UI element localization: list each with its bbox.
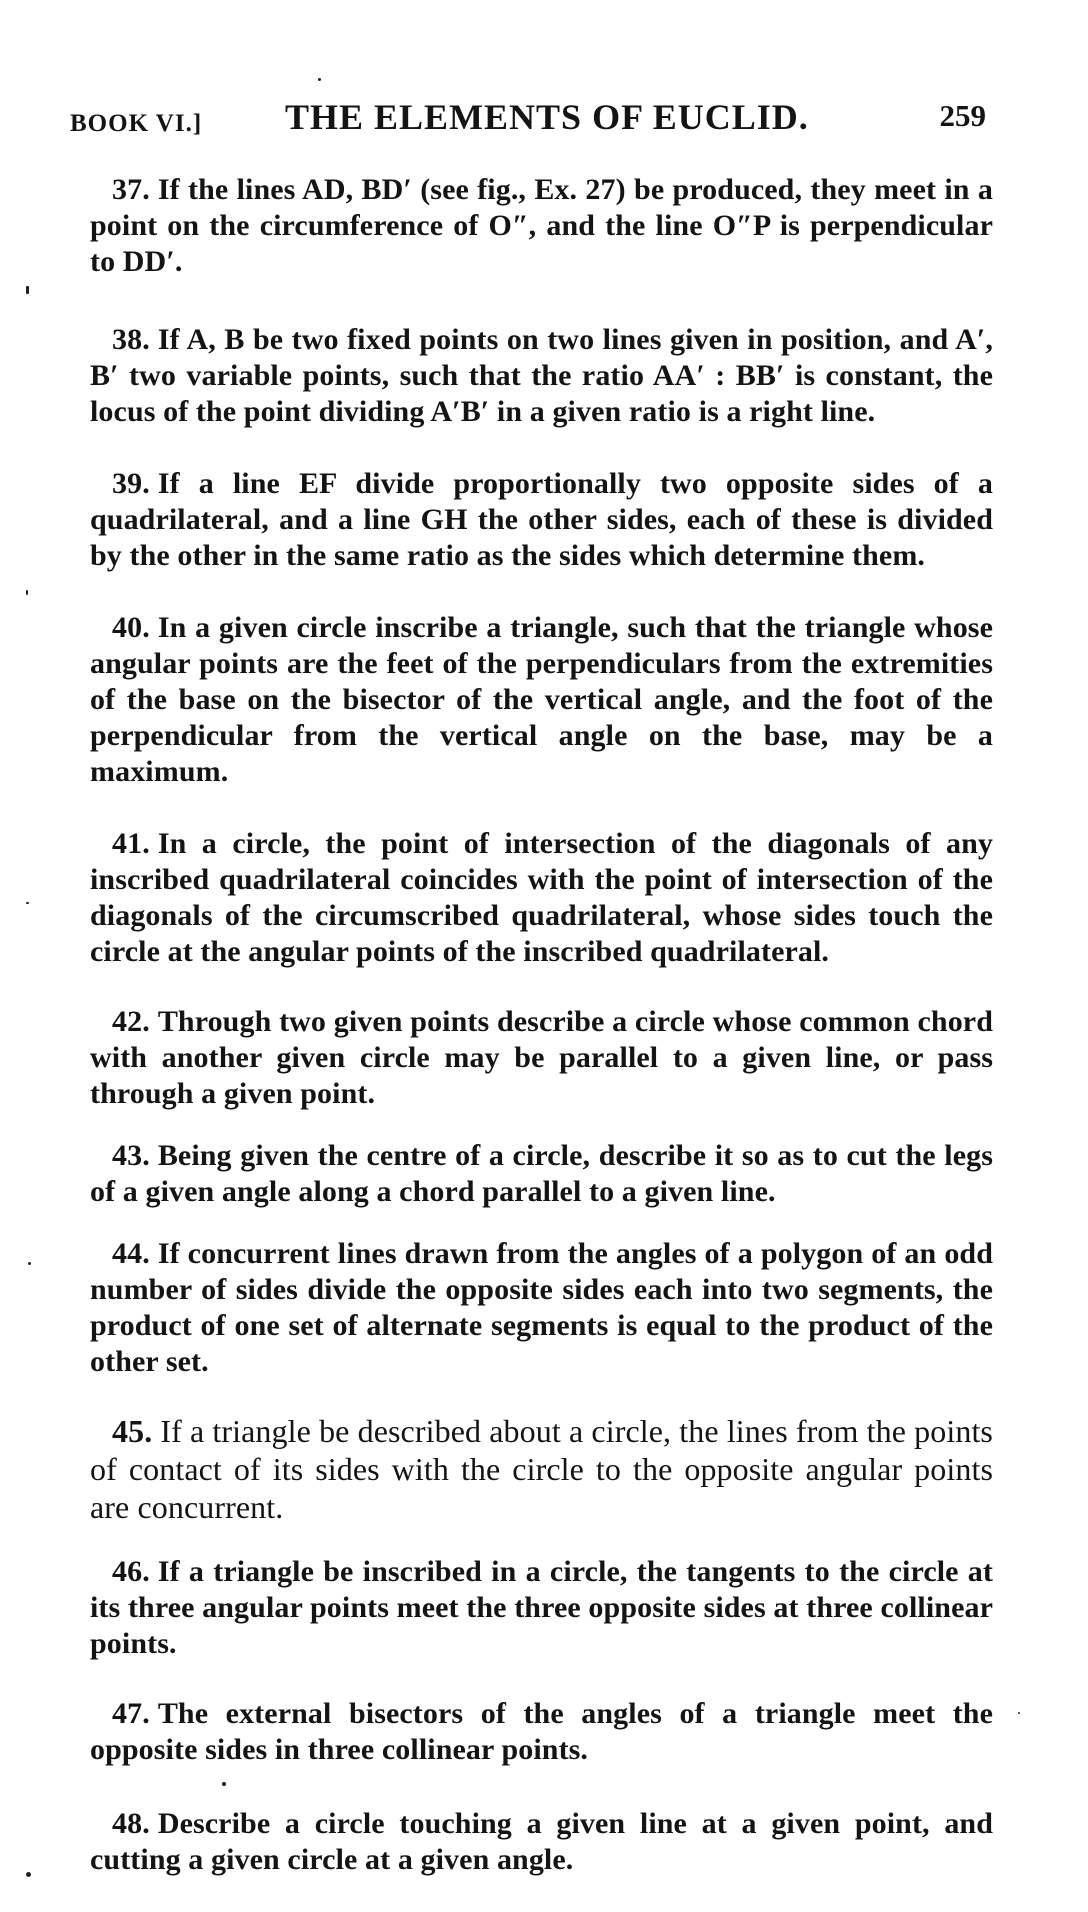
exercise-47 [90, 1696, 993, 1768]
scan-speck [26, 590, 28, 595]
exercise-44 [90, 1236, 993, 1380]
exercise-list [90, 172, 993, 1878]
exercise-40 [90, 610, 993, 790]
exercise-number: 39. [112, 467, 150, 500]
exercise-text: If a triangle be inscribed in a circle, the tangents to the circle at its three angular points meet the three opposite sides at three collinear points. [90, 1555, 993, 1660]
book-label: BOOK VI.] [70, 110, 203, 137]
exercise-number: 48. [112, 1807, 150, 1840]
scan-speck [222, 1782, 226, 1786]
exercise-38 [90, 322, 993, 430]
exercise-48 [90, 1806, 993, 1878]
exercise-37 [90, 172, 993, 280]
exercise-number: 44. [112, 1237, 150, 1270]
exercise-43 [90, 1138, 993, 1210]
exercise-41 [90, 826, 993, 970]
exercise-text: Through two given points describe a circle whose common chord with another given circle may be parallel to a given line, or pass through a given point. [90, 1005, 993, 1110]
exercise-text: In a given circle inscribe a triangle, such that the triangle whose angular points are the feet of the perpendiculars from the extremities of the base on the bisector of the vertical angle, and the foot of the perpendicular from the vertical angle on the base, may be a maximum. [90, 611, 993, 788]
exercise-45 [90, 1412, 993, 1526]
exercise-text: If a triangle be described about a circle, the lines from the points of contact of its sides with the circle to the opposite angular points are concurrent. [90, 1413, 993, 1525]
exercise-text: If concurrent lines drawn from the angles of a polygon of an odd number of sides divide the opposite sides each into two segments, the product of one set of alternate segments is equal to the product of the other set. [90, 1237, 993, 1378]
exercise-text: If the lines AD, BD′ (see fig., Ex. 27) be produced, they meet in a point on the circumference of O″, and the line O″P is perpendicular to DD′. [90, 173, 993, 278]
scan-speck [318, 78, 321, 81]
scan-speck [26, 902, 29, 904]
exercise-number: 42. [112, 1005, 150, 1038]
exercise-42 [90, 1004, 993, 1112]
exercise-number: 37. [112, 173, 150, 206]
page-number: 259 [939, 98, 986, 133]
exercise-39 [90, 466, 993, 574]
exercise-46 [90, 1554, 993, 1662]
exercise-number: 38. [112, 323, 150, 356]
running-header [70, 96, 1000, 146]
exercise-text: If A, B be two fixed points on two lines given in position, and A′, B′ two variable points, such that the ratio AA′ : BB′ is constant, the locus of the point dividing A′B′ in a given ratio is a right line. [90, 323, 993, 428]
scan-speck [26, 286, 29, 294]
exercise-number: 46. [112, 1555, 150, 1588]
exercise-text: Being given the centre of a circle, describe it so as to cut the legs of a given angle along a chord parallel to a given line. [90, 1139, 993, 1208]
scan-speck [28, 1262, 31, 1265]
exercise-number: 47. [112, 1697, 150, 1730]
running-title: THE ELEMENTS OF EUCLID. [285, 97, 809, 137]
exercise-number: 41. [112, 827, 150, 860]
exercise-text: The external bisectors of the angles of a triangle meet the opposite sides in three collinear points. [90, 1697, 993, 1766]
exercise-number: 43. [112, 1139, 150, 1172]
exercise-number: 45. [112, 1413, 153, 1449]
exercise-text: In a circle, the point of intersection of the diagonals of any inscribed quadrilateral coincides with the point of intersection of the diagonals of the circumscribed quadrilateral, whose sides touch the circle at the angular points of the inscribed quadrilateral. [90, 827, 993, 968]
scan-speck [1018, 1712, 1020, 1714]
exercise-text: Describe a circle touching a given line at a given point, and cutting a given circle at a given angle. [90, 1807, 993, 1876]
exercise-number: 40. [112, 611, 150, 644]
exercise-text: If a line EF divide proportionally two opposite sides of a quadrilateral, and a line GH the other sides, each of these is divided by the other in the same ratio as the sides which determine them. [90, 467, 993, 572]
scan-speck [26, 1872, 31, 1877]
